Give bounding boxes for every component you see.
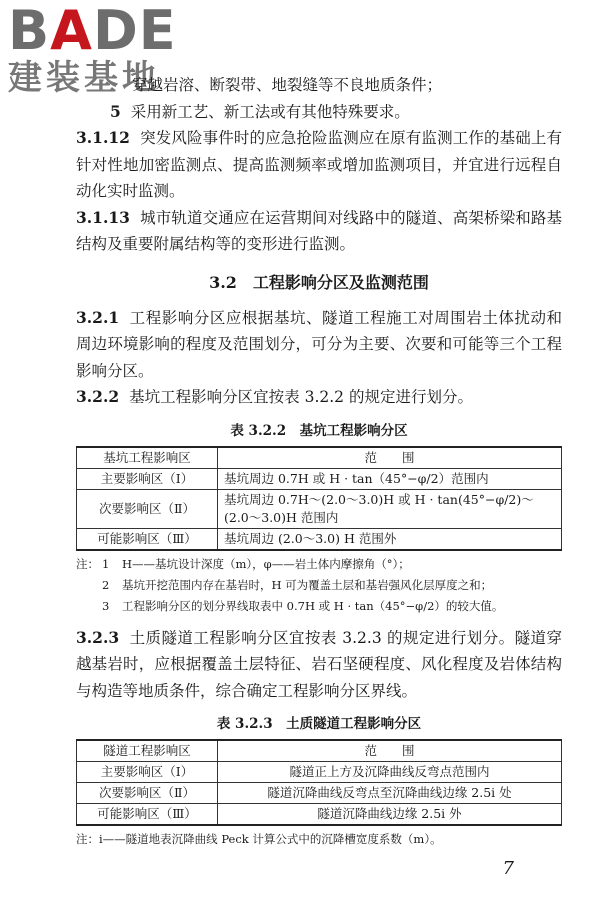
logo-subtitle: 建装基地 (8, 58, 160, 98)
page-content (76, 72, 562, 850)
table-row: 主要影响区（Ⅰ） 隧道正上方及沉降曲线反弯点范围内 (77, 762, 562, 783)
table-3-2-3 (76, 739, 562, 826)
clause-3-2-2: 3.2.2 基坑工程影响分区宜按表 3.2.2 的规定进行划分。 (76, 387, 473, 406)
table-header: 基坑工程影响区 (77, 447, 218, 469)
table-notes: 注： 1 H——基坑设计深度（m），φ——岩土体内摩擦角（°）； 2 基坑开挖范围内存在基岩时，H 可为覆盖土层和基岩强风化层厚度之和； 3 工程影响分区的划分界线取表中 0.7H 或 H · tan（45°−φ/2）的较大值。 (76, 556, 504, 613)
table-row: 次要影响区（Ⅱ） 基坑周边 0.7H～(2.0～3.0)H 或 H · tan(45°−φ/2)～(2.0～3.0)H 范围内 (77, 489, 562, 528)
table-3-2-2 (76, 446, 562, 551)
list-item: 穿越岩溶、断裂带、地裂缝等不良地质条件； (132, 76, 443, 94)
table-row: 可能影响区（Ⅲ） 基坑周边 (2.0～3.0) H 范围外 (77, 528, 562, 550)
clause-3-2-1: 3.2.1 工程影响分区应根据基坑、隧道工程施工对周围岩土体扰动和周边环境影响的程度及范围划分，可分为主要、次要和可能等三个工程影响分区。 (76, 307, 562, 380)
list-item: 5 采用新工艺、新工法或有其他特殊要求。 (110, 101, 410, 121)
clause-3-1-13: 3.1.13 城市轨道交通应在运营期间对线路中的隧道、高架桥梁和路基结构及重要附属结构等的变形进行监测。 (76, 207, 562, 253)
page-number: 7 (502, 858, 514, 879)
table-note: 注：i——隧道地表沉降曲线 Peck 计算公式中的沉降槽宽度系数（m）。 (76, 832, 442, 846)
table-header: 范 围 (218, 740, 562, 762)
section-heading: 3.2 工程影响分区及监测范围 (209, 272, 429, 292)
table-header: 隧道工程影响区 (77, 740, 218, 762)
logo-wordmark: BADE (8, 0, 177, 62)
table-caption: 表 3.2.3 土质隧道工程影响分区 (216, 716, 422, 732)
clause-3-2-3: 3.2.3 土质隧道工程影响分区宜按表 3.2.3 的规定进行划分。隧道穿越基岩时，应根据覆盖土层特征、岩石坚硬程度、风化程度及岩体结构与构造等地质条件，综合确定工程影响分区界线。 (76, 627, 562, 700)
clause-3-1-12: 3.1.12 突发风险事件时的应急抢险监测应在原有监测工作的基础上有针对性地加密监测点、提高监测频率或增加监测项目，并宜进行远程自动化实时监测。 (76, 128, 562, 200)
table-header: 范 围 (218, 447, 562, 469)
table-row: 主要影响区（Ⅰ） 基坑周边 0.7H 或 H · tan（45°−φ/2）范围内 (77, 468, 562, 489)
table-row: 次要影响区（Ⅱ） 隧道沉降曲线反弯点至沉降曲线边缘 2.5i 处 (77, 783, 562, 804)
table-row: 可能影响区（Ⅲ） 隧道沉降曲线边缘 2.5i 外 (77, 804, 562, 826)
table-caption: 表 3.2.2 基坑工程影响分区 (230, 422, 408, 439)
